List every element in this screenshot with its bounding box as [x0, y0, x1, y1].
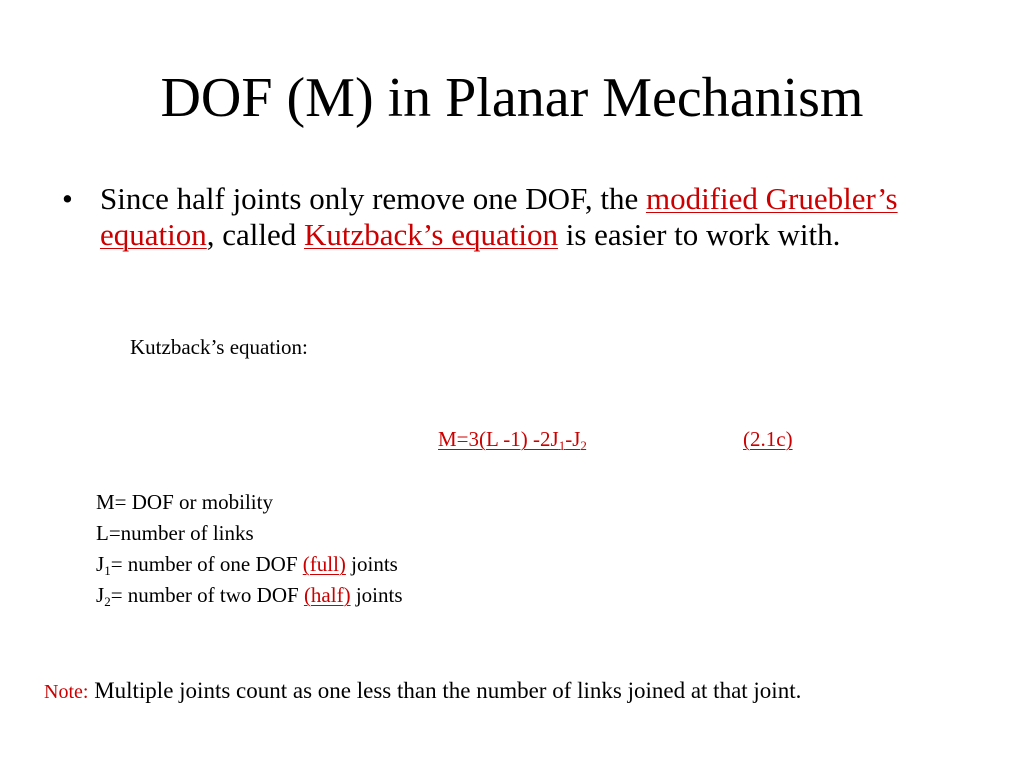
equation-number: (2.1c)	[743, 427, 793, 451]
full-highlight: (full)	[302, 552, 346, 576]
bullet-text-part-1: Since half joints only remove one DOF, the	[100, 181, 646, 216]
equation-subscript-1: 1	[558, 438, 566, 453]
note-label: Note:	[44, 681, 89, 703]
j1-symbol: J	[96, 552, 105, 576]
j2-symbol: J	[96, 583, 105, 607]
bullet-text	[100, 181, 960, 253]
definition-m: M= DOF or mobility	[96, 490, 273, 514]
j1-subscript: 1	[104, 563, 111, 578]
equation-part-1: M=3(L -1) -2J	[438, 427, 559, 451]
j1-tail: joints	[345, 552, 398, 576]
j1-text: = number of one DOF	[110, 552, 303, 576]
j2-tail: joints	[350, 583, 403, 607]
bullet-text-part-2: , called	[206, 217, 305, 252]
definition-j2	[96, 580, 403, 611]
equation-part-2: -J	[565, 427, 581, 451]
kutzback-equation-highlight: Kutzback’s equation	[304, 217, 558, 252]
slide-title: DOF (M) in Planar Mechanism	[160, 67, 864, 129]
kutzback-equation	[438, 426, 587, 452]
note	[44, 676, 801, 707]
note-text: Multiple joints count as one less than the number of links joined at that joint.	[88, 678, 802, 703]
definition-j1	[96, 549, 403, 580]
j2-subscript: 2	[104, 594, 111, 609]
modified-gruebler-highlight: modified Gruebler’s equation	[100, 181, 898, 252]
equation-label: Kutzback’s equation:	[130, 335, 308, 359]
bullet-marker: •	[62, 181, 73, 216]
definition-l: L=number of links	[96, 521, 254, 545]
definitions-list	[96, 487, 403, 611]
bullet-text-part-3: is easier to work with.	[557, 217, 841, 252]
j2-text: = number of two DOF	[110, 583, 304, 607]
equation-subscript-2: 2	[580, 438, 587, 453]
half-highlight: (half)	[303, 583, 351, 607]
